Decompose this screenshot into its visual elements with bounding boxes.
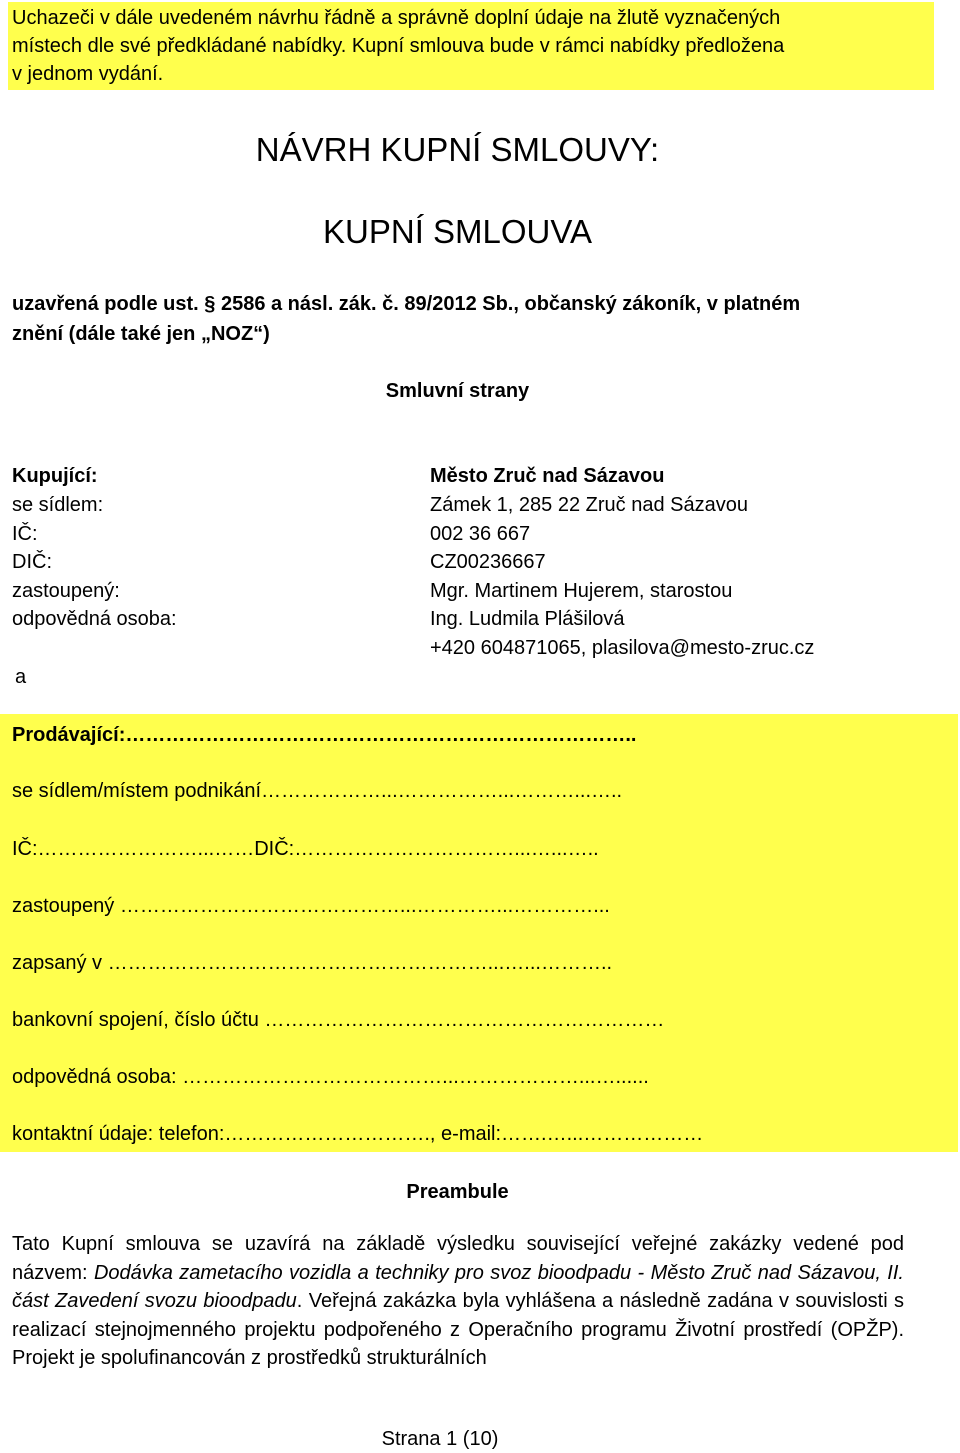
buyer-ic-label: IČ: (12, 523, 38, 545)
notice-line: Uchazeči v dále uvedeném návrhu řádně a správně doplní údaje na žlutě vyznačených (12, 7, 781, 29)
document-title: NÁVRH KUPNÍ SMLOUVY: (255, 131, 660, 168)
preamble-text (12, 1230, 904, 1373)
seller-resp-field[interactable]: odpovědná osoba: …………………………………...………………...…...... (12, 1066, 649, 1088)
tender-title: Dodávka zametacího vozidla a techniky pro svoz bioodpadu - Město Zruč nad Sázavou, II. část Zavedení svozu bioodpadu (12, 1261, 904, 1313)
legal-basis-line: znění (dále také jen „NOZ“) (12, 323, 270, 345)
contract-title: KUPNÍ SMLOUVA (323, 213, 592, 250)
notice-line: místech dle své předkládané nabídky. Kupní smlouva bude v rámci nabídky předložena (12, 35, 785, 57)
page-number: Strana 1 (10) (381, 1428, 499, 1450)
buyer-seat: Zámek 1, 285 22 Zruč nad Sázavou (430, 494, 748, 516)
seller-seat-field[interactable]: se sídlem/místem podnikání………………...……………...………...….. (12, 780, 623, 802)
notice-line: v jednom vydání. (12, 63, 164, 85)
preamble-heading: Preambule (406, 1181, 509, 1203)
buyer-dic: CZ00236667 (430, 551, 546, 573)
legal-basis-line: uzavřená podle ust. § 2586 a násl. zák. č. 89/2012 Sb., občanský zákoník, v platném (12, 293, 801, 315)
preamble-part: . Veřejná zakázka byla vyhlášena a následně zadána v souvislosti s realizací stejnojmenného projektu podpořeného z Operačního programu Životní prostředí (OPŽP). Projekt je spolufinancován z prostředků strukturálních (12, 1290, 904, 1370)
buyer-contact: +420 604871065, plasilova@mesto-zruc.cz (430, 637, 815, 659)
preamble-part: Tato Kupní smlouva se uzavírá na základě výsledku související veřejné zakázky vedené pod názvem: (12, 1233, 904, 1284)
parties-heading: Smluvní strany (385, 380, 530, 402)
buyer-resp-label: odpovědná osoba: (12, 608, 177, 630)
buyer-rep: Mgr. Martinem Hujerem, starostou (430, 580, 733, 602)
buyer-resp: Ing. Ludmila Plášilová (430, 608, 625, 630)
seller-label[interactable]: Prodávající:………………………………………………………………….. (12, 724, 637, 746)
seller-fill-area (0, 714, 958, 1152)
seller-bank-field[interactable]: bankovní spojení, číslo účtu …………………………………………………… (12, 1009, 665, 1031)
buyer-dic-label: DIČ: (12, 551, 52, 573)
conjunction: a (15, 666, 27, 688)
buyer-seat-label: se sídlem: (12, 494, 104, 516)
buyer-label: Kupující: (12, 465, 98, 487)
instruction-notice (8, 2, 934, 90)
seller-ic-dic-field[interactable]: IČ:……………………...……DIČ:……………………………...…...….. (12, 838, 599, 860)
buyer-name: Město Zruč nad Sázavou (430, 465, 665, 487)
buyer-ic: 002 36 667 (430, 523, 531, 545)
seller-contact-field[interactable]: kontaktní údaje: telefon:…………………………., e-mail:…….…...……………… (12, 1123, 704, 1145)
seller-rep-field[interactable]: zastoupený ……………………………………...…………...…………... (12, 895, 610, 917)
seller-register-field[interactable]: zapsaný v …………………………………………………...…...……….. (12, 952, 613, 974)
buyer-rep-label: zastoupený: (12, 580, 120, 602)
